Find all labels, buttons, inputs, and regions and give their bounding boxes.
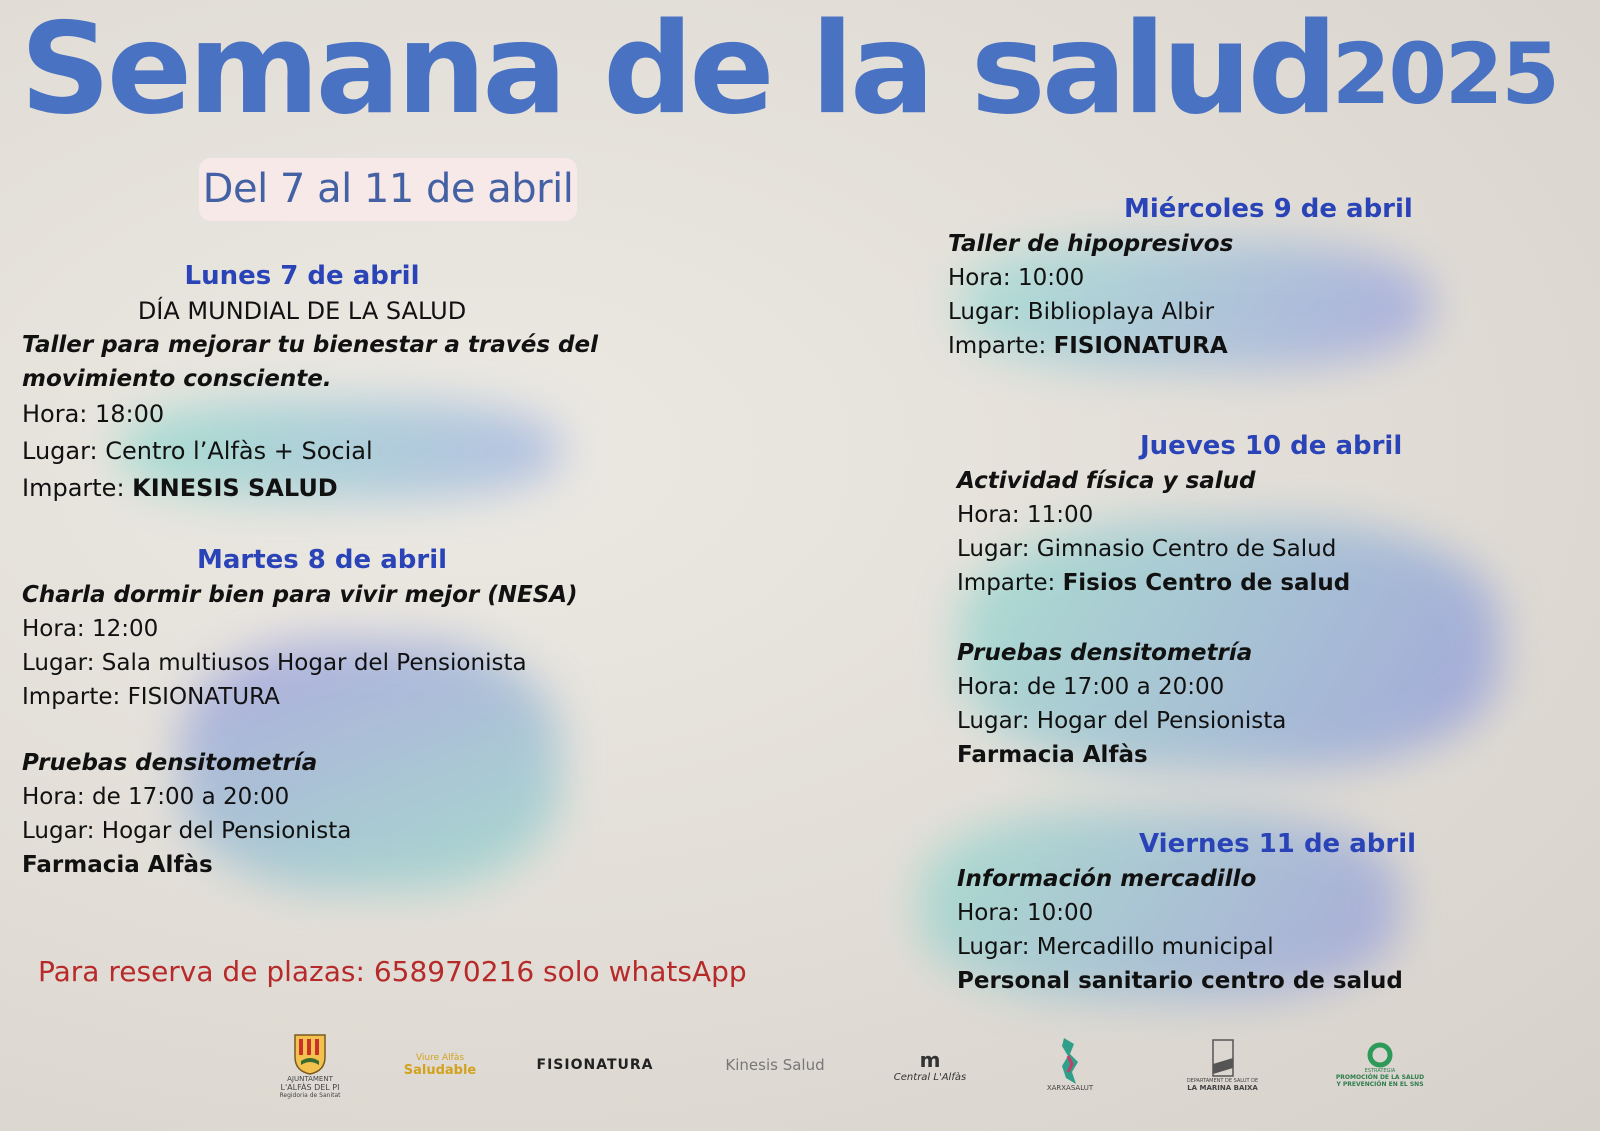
- thursday-hora2: Hora: de 17:00 a 20:00: [957, 674, 1225, 700]
- friday-provider: Personal sanitario centro de salud: [957, 968, 1403, 994]
- friday-heading: Viernes 11 de abril: [1139, 829, 1417, 859]
- kinesis-logo: Kinesis Salud: [725, 1056, 825, 1074]
- friday-section: [957, 826, 1517, 998]
- friday-hora: Hora: 10:00: [957, 900, 1094, 926]
- thursday-event1: Actividad física y salud: [957, 468, 1256, 494]
- ajuntament-logo: AJUNTAMENT L'ALFÀS DEL PI Regidoria de Sanitat: [260, 1020, 360, 1110]
- tuesday-hora1: Hora: 12:00: [22, 616, 159, 642]
- monday-section: [22, 258, 598, 507]
- wednesday-heading: Miércoles 9 de abril: [1124, 194, 1413, 224]
- tuesday-hora2: Hora: de 17:00 a 20:00: [22, 784, 290, 810]
- friday-event: Información mercadillo: [957, 866, 1257, 892]
- date-range-badge: Del 7 al 11 de abril: [199, 158, 577, 221]
- monday-hora: Hora: 18:00: [22, 400, 165, 428]
- monday-imparte-label: Imparte:: [22, 474, 133, 502]
- central-alfas-logo: m Central L'Alfàs: [893, 1047, 967, 1083]
- wednesday-imparte-value: FISIONATURA: [1053, 333, 1228, 359]
- thursday-section: [957, 428, 1537, 772]
- thursday-provider2: Farmacia Alfàs: [957, 742, 1148, 768]
- wednesday-lugar: Lugar: Biblioplaya Albir: [948, 299, 1215, 325]
- thursday-lugar2: Lugar: Hogar del Pensionista: [957, 708, 1287, 734]
- wednesday-section: [948, 191, 1508, 363]
- wednesday-imparte: [948, 329, 1508, 363]
- tuesday-heading: Martes 8 de abril: [196, 545, 448, 575]
- tuesday-event2: Pruebas densitometría: [22, 750, 318, 776]
- thursday-event2: Pruebas densitometría: [957, 640, 1253, 666]
- tuesday-imparte1: Imparte: FISIONATURA: [22, 684, 280, 710]
- estrategia-logo: ESTRATEGIA PROMOCIÓN DE LA SALUD Y PREVENCIÓN EN EL SNS: [1330, 1020, 1430, 1110]
- wednesday-hora: Hora: 10:00: [948, 265, 1085, 291]
- wednesday-event: Taller de hipopresivos: [948, 231, 1234, 257]
- monday-imparte-value: KINESIS SALUD: [132, 474, 338, 502]
- thursday-heading: Jueves 10 de abril: [1140, 431, 1403, 461]
- thursday-imparte1-label: Imparte:: [957, 570, 1063, 596]
- marina-baixa-logo: DEPARTAMENT DE SALUT DE LA MARINA BAIXA: [1175, 1020, 1270, 1110]
- monday-imparte: [22, 470, 582, 507]
- tuesday-provider2: Farmacia Alfàs: [22, 852, 213, 878]
- tuesday-section: [22, 542, 622, 882]
- monday-heading: Lunes 7 de abril: [184, 261, 420, 291]
- wednesday-imparte-label: Imparte:: [948, 333, 1054, 359]
- monday-event-line2: movimiento consciente.: [22, 366, 332, 392]
- tuesday-lugar1: Lugar: Sala multiusos Hogar del Pensionista: [22, 650, 527, 676]
- xarxasalut-logo: XARXASALUT: [1030, 1020, 1110, 1110]
- thursday-hora1: Hora: 11:00: [957, 502, 1094, 528]
- sponsor-logos: [240, 1020, 1490, 1120]
- fisionatura-logo: FISIONATURA: [536, 1057, 654, 1073]
- thursday-imparte1-value: Fisios Centro de salud: [1062, 570, 1351, 596]
- tuesday-lugar2: Lugar: Hogar del Pensionista: [22, 818, 352, 844]
- reservation-note: Para reserva de plazas: 658970216 solo whatsApp: [38, 955, 747, 988]
- ring-icon: [1367, 1042, 1393, 1068]
- monday-subtitle: DÍA MUNDIAL DE LA SALUD: [137, 297, 467, 325]
- thursday-lugar1: Lugar: Gimnasio Centro de Salud: [957, 536, 1337, 562]
- friday-lugar: Lugar: Mercadillo municipal: [957, 934, 1274, 960]
- page-title: Semana de la salud: [20, 0, 1334, 142]
- shield-icon: [293, 1031, 327, 1075]
- page-year: 2025: [1332, 25, 1558, 123]
- department-crest-icon: [1211, 1038, 1235, 1078]
- monday-event-line1: Taller para mejorar tu bienestar a través del: [22, 332, 598, 358]
- monday-lugar: Lugar: Centro l’Alfàs + Social: [22, 437, 373, 465]
- region-map-icon: [1060, 1038, 1080, 1084]
- viure-alfas-logo: Viure Alfàs Saludable: [403, 1052, 477, 1078]
- thursday-imparte1: [957, 566, 1537, 600]
- tuesday-event1: Charla dormir bien para vivir mejor (NESA): [22, 582, 578, 608]
